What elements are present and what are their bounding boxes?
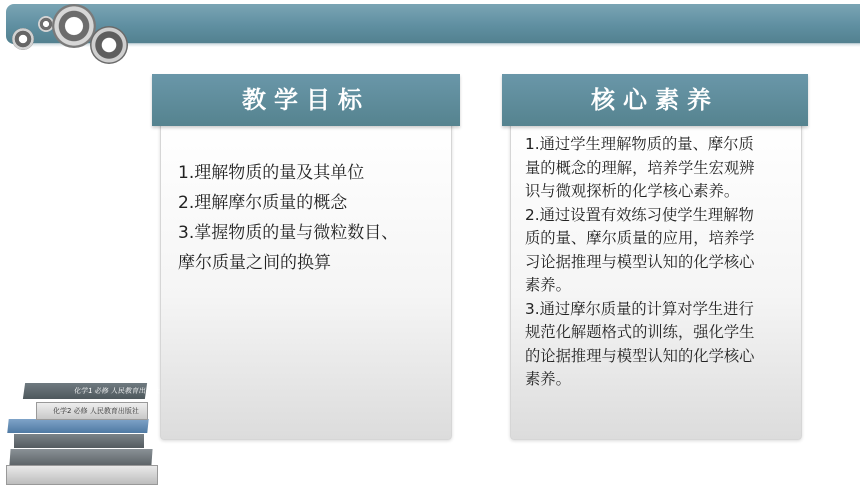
teaching-goals-list — [178, 158, 440, 278]
literacy-line: 的论据推理与模型认知的化学核心 — [525, 346, 755, 365]
goal-item: 1.理解物质的量及其单位 — [178, 163, 365, 183]
book — [23, 383, 161, 399]
goal-item: 3.掌握物质的量与微粒数目、 — [178, 223, 399, 243]
decorative-ring-icon — [12, 28, 34, 50]
goal-item: 摩尔质量之间的换算 — [178, 253, 331, 273]
decorative-ring-icon — [90, 26, 128, 64]
book — [14, 434, 144, 448]
banner-shadow — [14, 43, 860, 47]
literacy-line: 2.通过设置有效练习使学生理解物 — [525, 205, 754, 224]
title-banner — [6, 4, 860, 44]
book-title: 化学1 必修 人民教育出版社 — [73, 387, 161, 395]
book — [9, 449, 152, 465]
literacy-line: 量的概念的理解，培养学生宏观辨 — [525, 158, 755, 177]
book — [36, 402, 148, 420]
goal-item: 2.理解摩尔质量的概念 — [178, 193, 348, 213]
literacy-line: 识与微观探析的化学核心素养。 — [525, 182, 740, 200]
core-literacy-list — [525, 133, 791, 392]
teaching-goals-title: 教学目标 — [152, 74, 460, 126]
literacy-line: 质的量、摩尔质量的应用，培养学 — [525, 229, 755, 247]
literacy-line: 习论据推理与模型认知的化学核心 — [525, 252, 755, 271]
literacy-line: 素养。 — [525, 370, 571, 388]
book — [6, 465, 158, 485]
literacy-line: 规范化解题格式的训练，强化学生 — [525, 323, 755, 341]
literacy-line: 素养。 — [525, 276, 571, 294]
core-literacy-title: 核心素养 — [502, 74, 808, 126]
book-title: 化学2 必修 人民教育出版社 — [53, 407, 139, 415]
literacy-line: 3.通过摩尔质量的计算对学生进行 — [525, 299, 754, 318]
literacy-line: 1.通过学生理解物质的量、摩尔质 — [525, 135, 754, 153]
book — [7, 419, 148, 433]
